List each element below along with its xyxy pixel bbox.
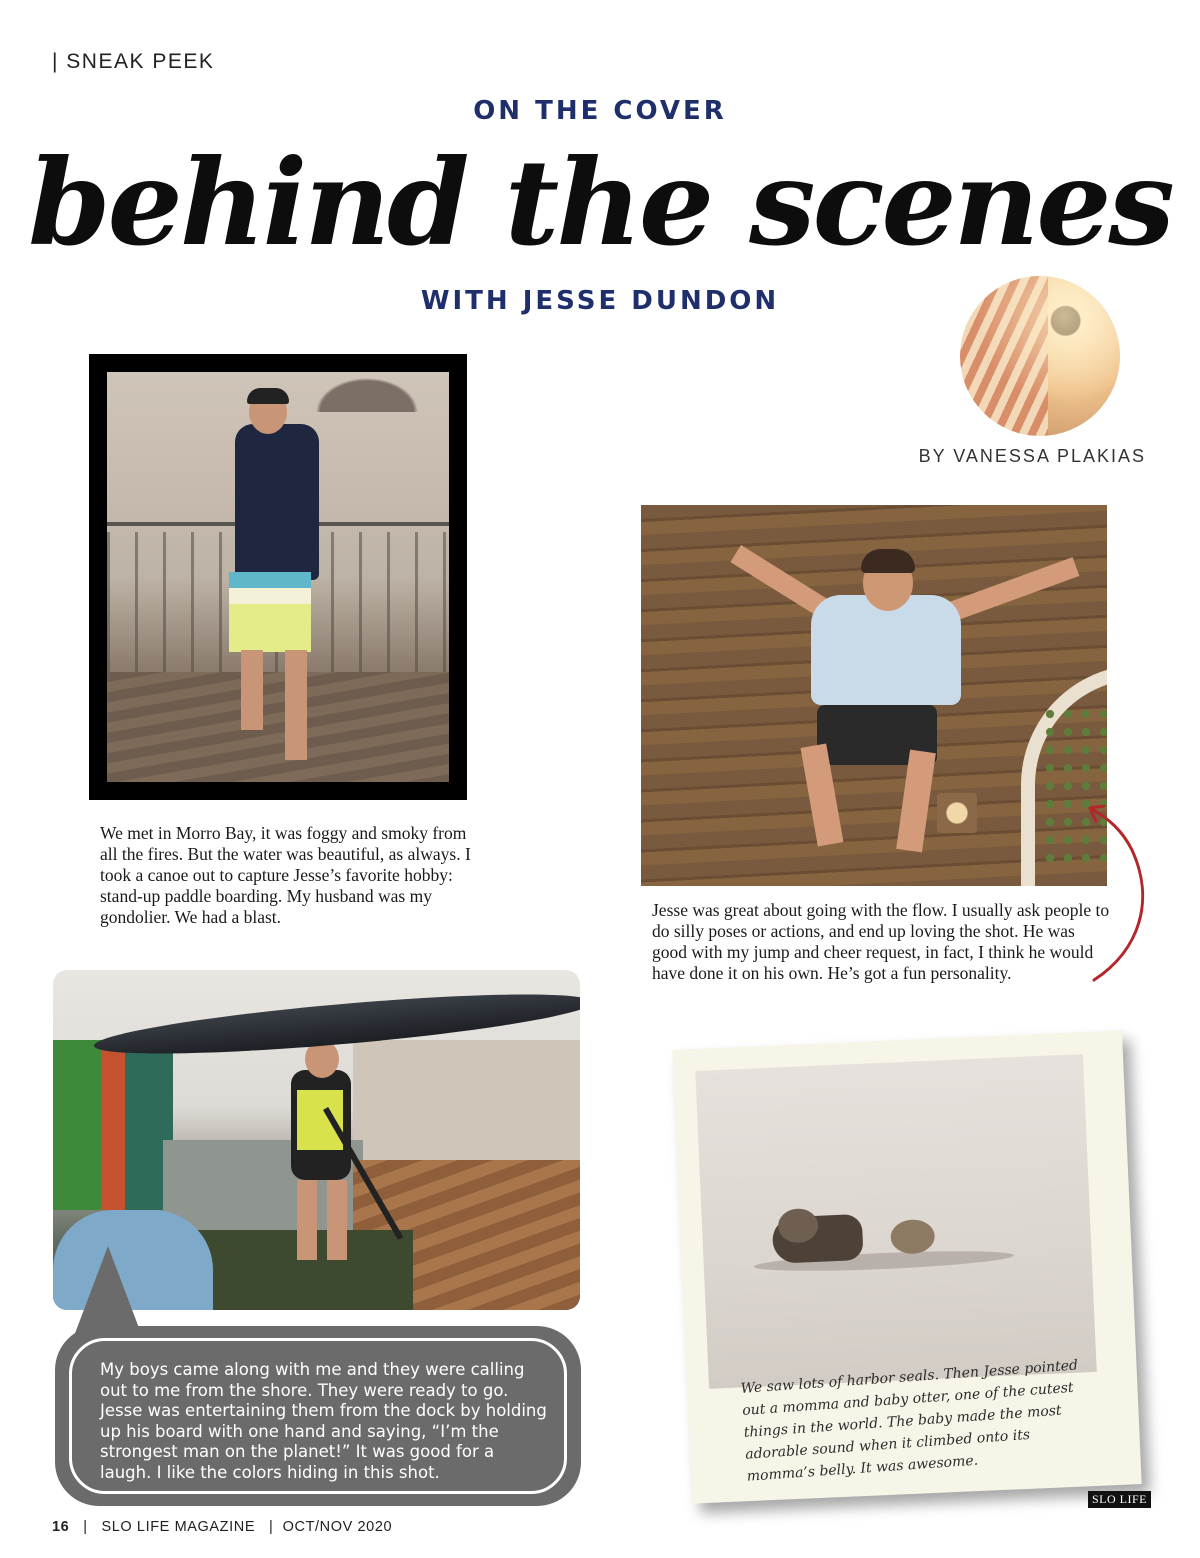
photo-jump [641,505,1107,886]
photo-morro-bay [107,372,449,782]
caption-boys: My boys came along with me and they were calling out to me from the shore. They were ready to go. Jesse was entertaining them from the dock by holding up his board with one hand and saying, “I’m the strongest man on the planet!” It was good for a laugh. I like the colors hiding in this shot. [100,1360,547,1482]
photo-otters [695,1054,1097,1389]
caption-morro-bay: We met in Morro Bay, it was foggy and smoky from all the fires. But the water was beautiful, as always. I took a canoe out to capture Jesse’s favorite hobby: stand-up paddle boarding. My husband was my gondolier. We had a blast. [100,823,471,927]
page-number: 16 [52,1519,70,1535]
page-footer: 16 | SLO LIFE MAGAZINE | OCT/NOV 2020 [52,1519,393,1535]
headline: behind the scenes [28,133,1172,272]
caption-jump: Jesse was great about going with the flow. I usually ask people to do silly poses or actions, and end up loving the shot. He was good with my jump and cheer request, in fact, I think he would have done it on his own. He’s got a fun personality. [652,900,1110,983]
kicker-top: ON THE COVER [473,96,727,126]
author-photo [960,276,1120,436]
byline: BY VANESSA PLAKIAS [918,446,1146,466]
magazine-name: SLO LIFE MAGAZINE [101,1519,256,1535]
section-label: | SNEAK PEEK [52,50,215,73]
caption-otters: We saw lots of harbor seals. Then Jesse pointed out a momma and baby otter, one of the cutest things in the world. The baby made the most adorable sound when it climbed onto its momma’s belly. It was awesome. [740,1357,1079,1485]
brand-stamp: SLO LIFE [1088,1491,1151,1508]
speech-bubble-tail [74,1246,142,1336]
kicker-bottom: WITH JESSE DUNDON [420,286,780,316]
issue-date: OCT/NOV 2020 [282,1519,393,1535]
